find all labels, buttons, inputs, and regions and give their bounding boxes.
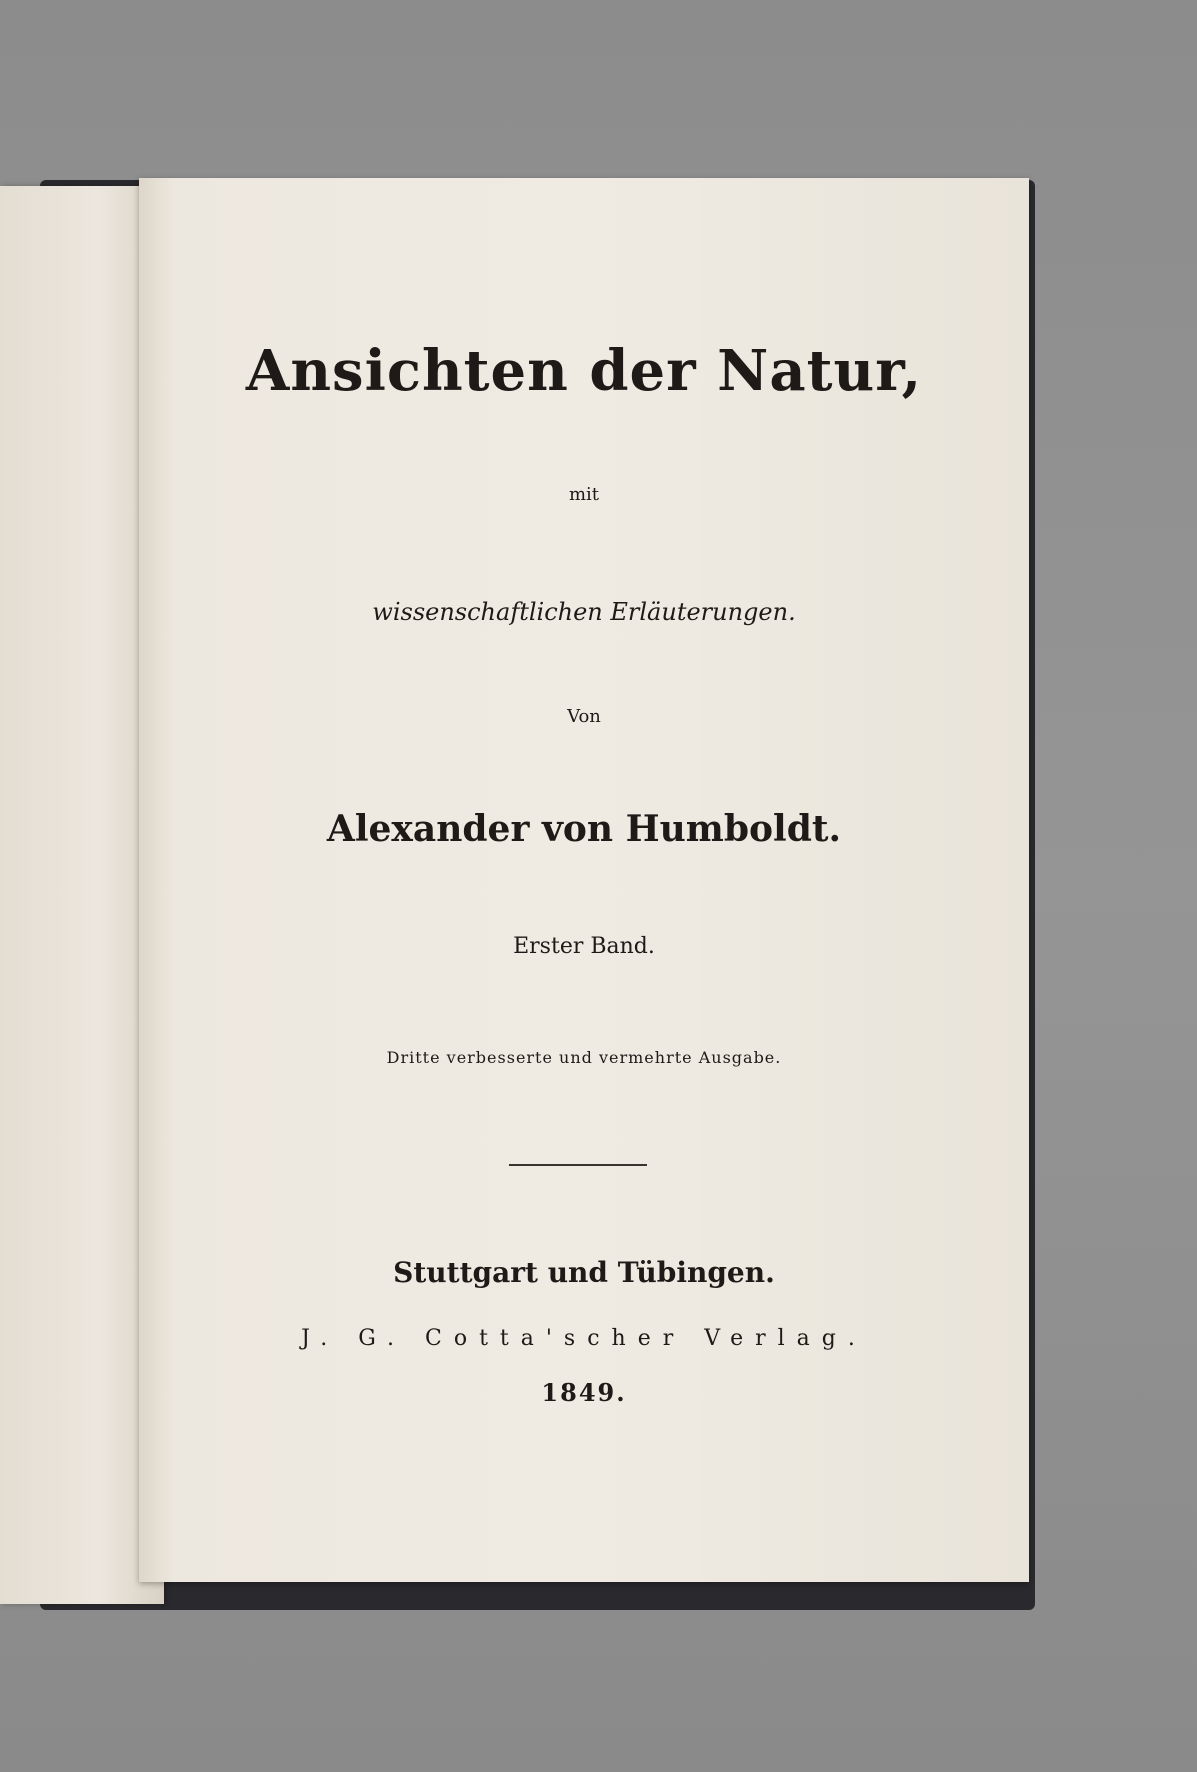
- title-page: [139, 178, 1029, 1582]
- mit-text: mit: [568, 484, 600, 505]
- subtitle: wissenschaftlichen Erläuterungen.: [372, 598, 796, 626]
- von-text: Von: [567, 706, 601, 727]
- author: Alexander von Humboldt.: [326, 808, 842, 850]
- publication-place: Stuttgart und Tübingen.: [393, 1256, 775, 1289]
- book-title: Ansichten der Natur,: [245, 338, 923, 404]
- edition: Dritte verbesserte und vermehrte Ausgabe.: [386, 1048, 782, 1067]
- divider-rule: [509, 1164, 647, 1166]
- publisher: J. G. Cotta'scher Verlag.: [301, 1326, 867, 1351]
- volume: Erster Band.: [513, 934, 655, 959]
- publication-year: 1849.: [541, 1378, 627, 1407]
